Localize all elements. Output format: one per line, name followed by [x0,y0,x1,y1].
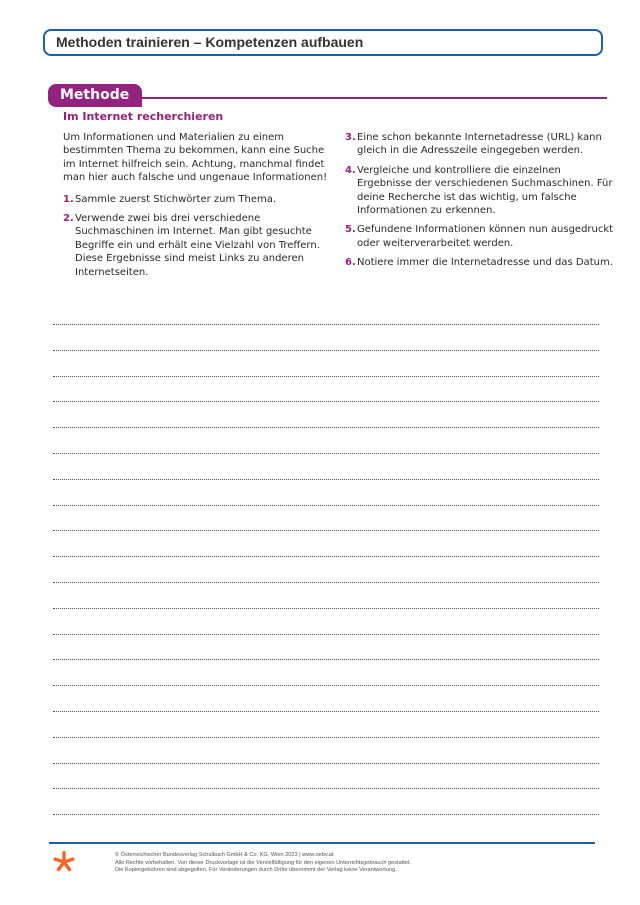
step-item [345,131,615,158]
writing-line [53,582,599,583]
writing-line [53,814,599,815]
methode-tab-label: Methode [60,87,130,103]
writing-line [53,608,599,609]
step-text: Verwende zwei bis drei verschiedene Suchmaschinen im Internet. Man gibt gesuchte Begriffe ein und erhält eine Vielzahl von Treffern. Diese Ergebnisse sind meist Links zu anderen Internetseiten. [75,213,320,278]
writing-line [53,530,599,531]
writing-line [53,737,599,738]
intro-paragraph: Um Informationen und Materialien zu einem bestimmten Thema zu bekommen, kann eine Suche im Internet hilfreich sein. Achtung, manchmal findet man hier auch falsche und ungenaue Informationen! [63,132,328,184]
writing-line [53,401,599,402]
methode-tab [48,84,142,107]
footer-line: © Österreichischer Bundesverlag Schulbuch GmbH & Co. KG, Wien 2023 | www.oebv.at [115,852,334,858]
writing-line [53,685,599,686]
writing-line [53,453,599,454]
step-text: Eine schon bekannte Internetadresse (URL) kann gleich in die Adresszeile eingegeben werden. [357,132,602,157]
step-number: 5. [345,224,356,236]
writing-line [53,634,599,635]
header-title-box [43,29,603,56]
steps-list-left [63,193,333,279]
step-number: 3. [345,132,356,143]
writing-line [53,763,599,764]
step-number: 2. [63,213,74,225]
step-item [345,256,615,269]
footer-line: Alle Rechte vorbehalten. Von dieser Druckvorlage ist die Vervielfältigung für den eigenen Unterrichtsgebrauch gestattet. [115,859,412,866]
methode-divider [140,97,607,99]
oebv-star-icon [52,850,76,874]
right-column [345,131,615,276]
writing-line [53,556,599,557]
writing-line [53,711,599,712]
step-item [345,164,615,218]
footer-divider [49,842,595,844]
writing-line [53,479,599,480]
writing-line [53,350,599,351]
section-subtitle: Im Internet recherchieren [63,110,224,123]
writing-line [53,505,599,506]
step-text: Gefundene Informationen können nun ausgedruckt oder weiterverarbeitet werden. [357,224,614,249]
step-item [345,223,615,250]
step-item [63,212,333,279]
header-title: Methoden trainieren – Kompetenzen aufbauen [56,34,364,50]
writing-line [53,659,599,660]
footer-line: Die Kopiergebühren sind abgegolten. Für Veränderungen durch Dritte übernimmt der Verlag keine Verantwortung. [115,867,397,873]
step-text: Vergleiche und kontrolliere die einzelnen Ergebnisse der verschiedenen Suchmaschinen. Für deine Recherche ist das wichtig, um falsche Informationen zu erkennen. [357,164,613,217]
steps-list-right [345,131,615,270]
step-item [63,193,333,206]
writing-lines [53,324,599,840]
writing-line [53,324,599,325]
step-text: Notiere immer die Internetadresse und das Datum. [357,257,613,269]
writing-line [53,788,599,789]
step-text: Sammle zuerst Stichwörter zum Thema. [75,193,277,205]
left-column [63,131,333,285]
step-number: 6. [345,257,356,269]
step-number: 4. [345,164,356,176]
writing-line [53,376,599,377]
writing-line [53,427,599,428]
footer-copyright [115,852,565,875]
step-number: 1. [63,193,74,205]
